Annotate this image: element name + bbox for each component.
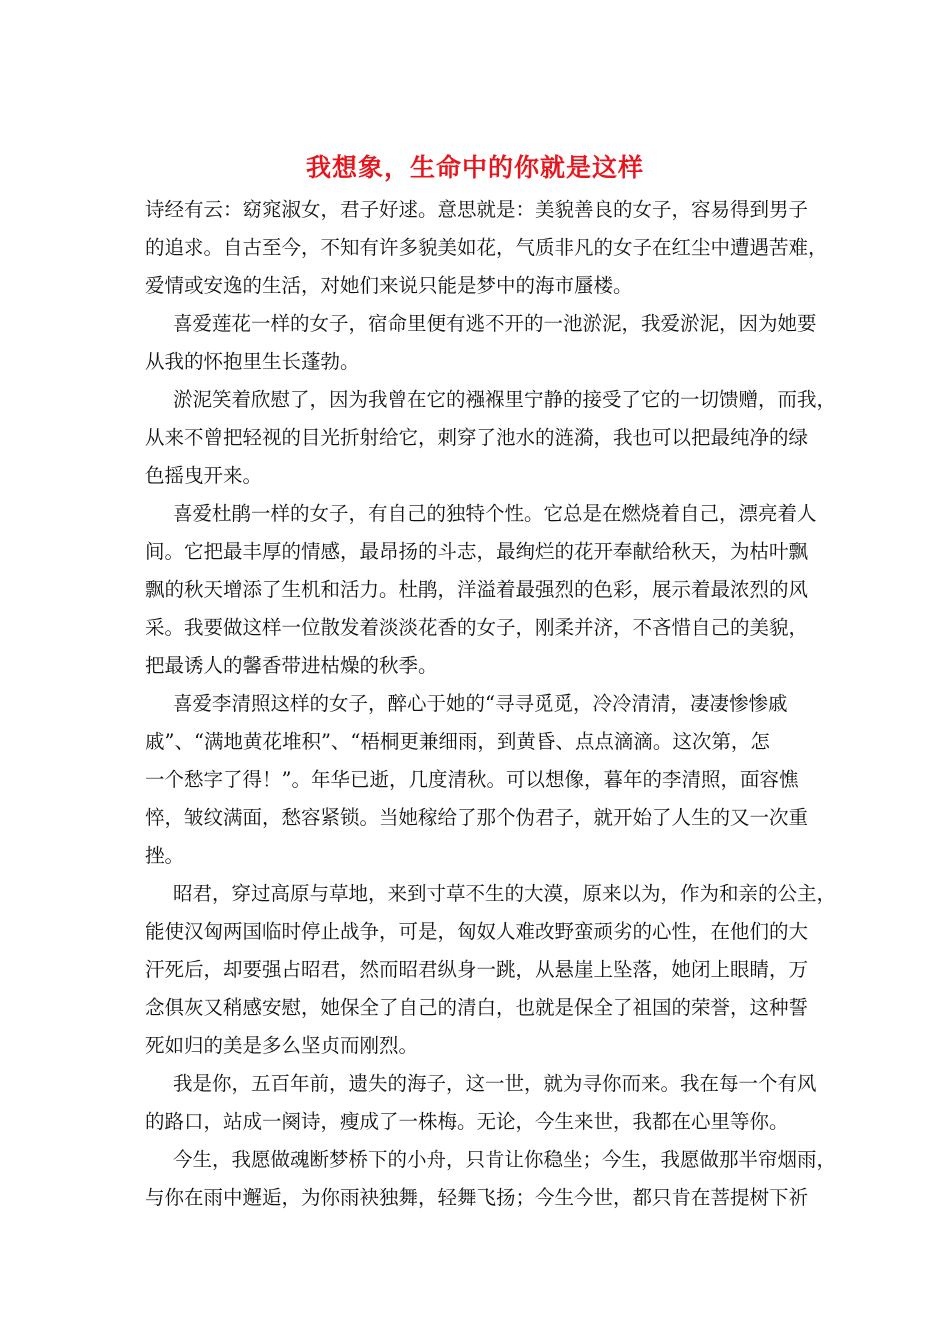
text-line: 死如归的美是多么坚贞而刚烈。 [145, 1034, 419, 1057]
text-line: 从来不曾把轻视的目光折射给它，刺穿了池水的涟漪，我也可以把最纯净的绿 [145, 426, 809, 449]
text-line: 诗经有云：窈窕淑女，君子好逑。意思就是：美貌善良的女子，容易得到男子 [145, 198, 809, 221]
text-line: 爱情或安逸的生活，对她们来说只能是梦中的海市蜃楼。 [145, 274, 633, 297]
paragraph-first-line: 喜爱李清照这样的女子，醉心于她的“寻寻觅觅，冷冷清清，凄凄惨惨戚 [173, 692, 788, 715]
page-title: 我想象，生命中的你就是这样 [305, 153, 644, 182]
text-line: 挫。 [145, 844, 185, 867]
paragraph-first-line: 淤泥笑着欣慰了，因为我曾在它的襁褓里宁静的接受了它的一切馈赠，而我， [173, 388, 837, 411]
paragraph-first-line: 喜爱杜鹃一样的女子，有自己的独特个性。它总是在燃烧着自己，漂亮着人 [173, 502, 817, 525]
paragraph-first-line: 昭君，穿过高原与草地，来到寸草不生的大漠，原来以为，作为和亲的公主， [173, 882, 837, 905]
paragraph-first-line: 今生，我愿做魂断梦桥下的小舟，只肯让你稳坐；今生，我愿做那半帘烟雨， [173, 1148, 837, 1171]
paragraph-first-line: 喜爱莲花一样的女子，宿命里便有逃不开的一池淤泥，我爱淤泥，因为她要 [173, 312, 817, 335]
text-line: 的路口，站成一阕诗，瘦成了一株梅。无论，今生来世，我都在心里等你。 [145, 1110, 789, 1133]
paragraph-first-line: 我是你，五百年前，遗失的海子，这一世，就为寻你而来。我在每一个有风 [173, 1072, 817, 1095]
text-line: 念俱灰又稍感安慰，她保全了自己的清白，也就是保全了祖国的荣誉，这种誓 [145, 996, 809, 1019]
text-line: 间。它把最丰厚的情感，最昂扬的斗志，最绚烂的花开奉献给秋天，为枯叶飘 [145, 540, 809, 563]
text-line: 飘的秋天增添了生机和活力。杜鹃，洋溢着最强烈的色彩，展示着最浓烈的风 [145, 578, 809, 601]
text-line: 与你在雨中邂逅，为你雨袂独舞，轻舞飞扬；今生今世，都只肯在菩提树下祈 [145, 1186, 809, 1209]
text-line: 从我的怀抱里生长蓬勃。 [145, 350, 360, 373]
text-line: 悴，皱纹满面，愁容紧锁。当她稼给了那个伪君子，就开始了人生的又一次重 [145, 806, 809, 829]
text-line: 能使汉匈两国临时停止战争，可是，匈奴人难改野蛮顽劣的心性，在他们的大 [145, 920, 809, 943]
text-line: 的追求。自古至今，不知有许多貌美如花，气质非凡的女子在红尘中遭遇苦难， [145, 236, 828, 259]
text-line: 色摇曳开来。 [145, 464, 263, 487]
text-line: 把最诱人的馨香带进枯燥的秋季。 [145, 654, 438, 677]
text-line: 采。我要做这样一位散发着淡淡花香的女子，刚柔并济，不吝惜自己的美貌， [145, 616, 809, 639]
text-line: 戚”、“满地黄花堆积”、“梧桐更兼细雨，到黄昏、点点滴滴。这次第，怎 [145, 730, 770, 753]
text-line: 一个愁字了得！”。年华已逝，几度清秋。可以想像，暮年的李清照，面容憔 [145, 768, 799, 791]
text-line: 汗死后，却要强占昭君，然而昭君纵身一跳，从悬崖上坠落，她闭上眼睛，万 [145, 958, 809, 981]
